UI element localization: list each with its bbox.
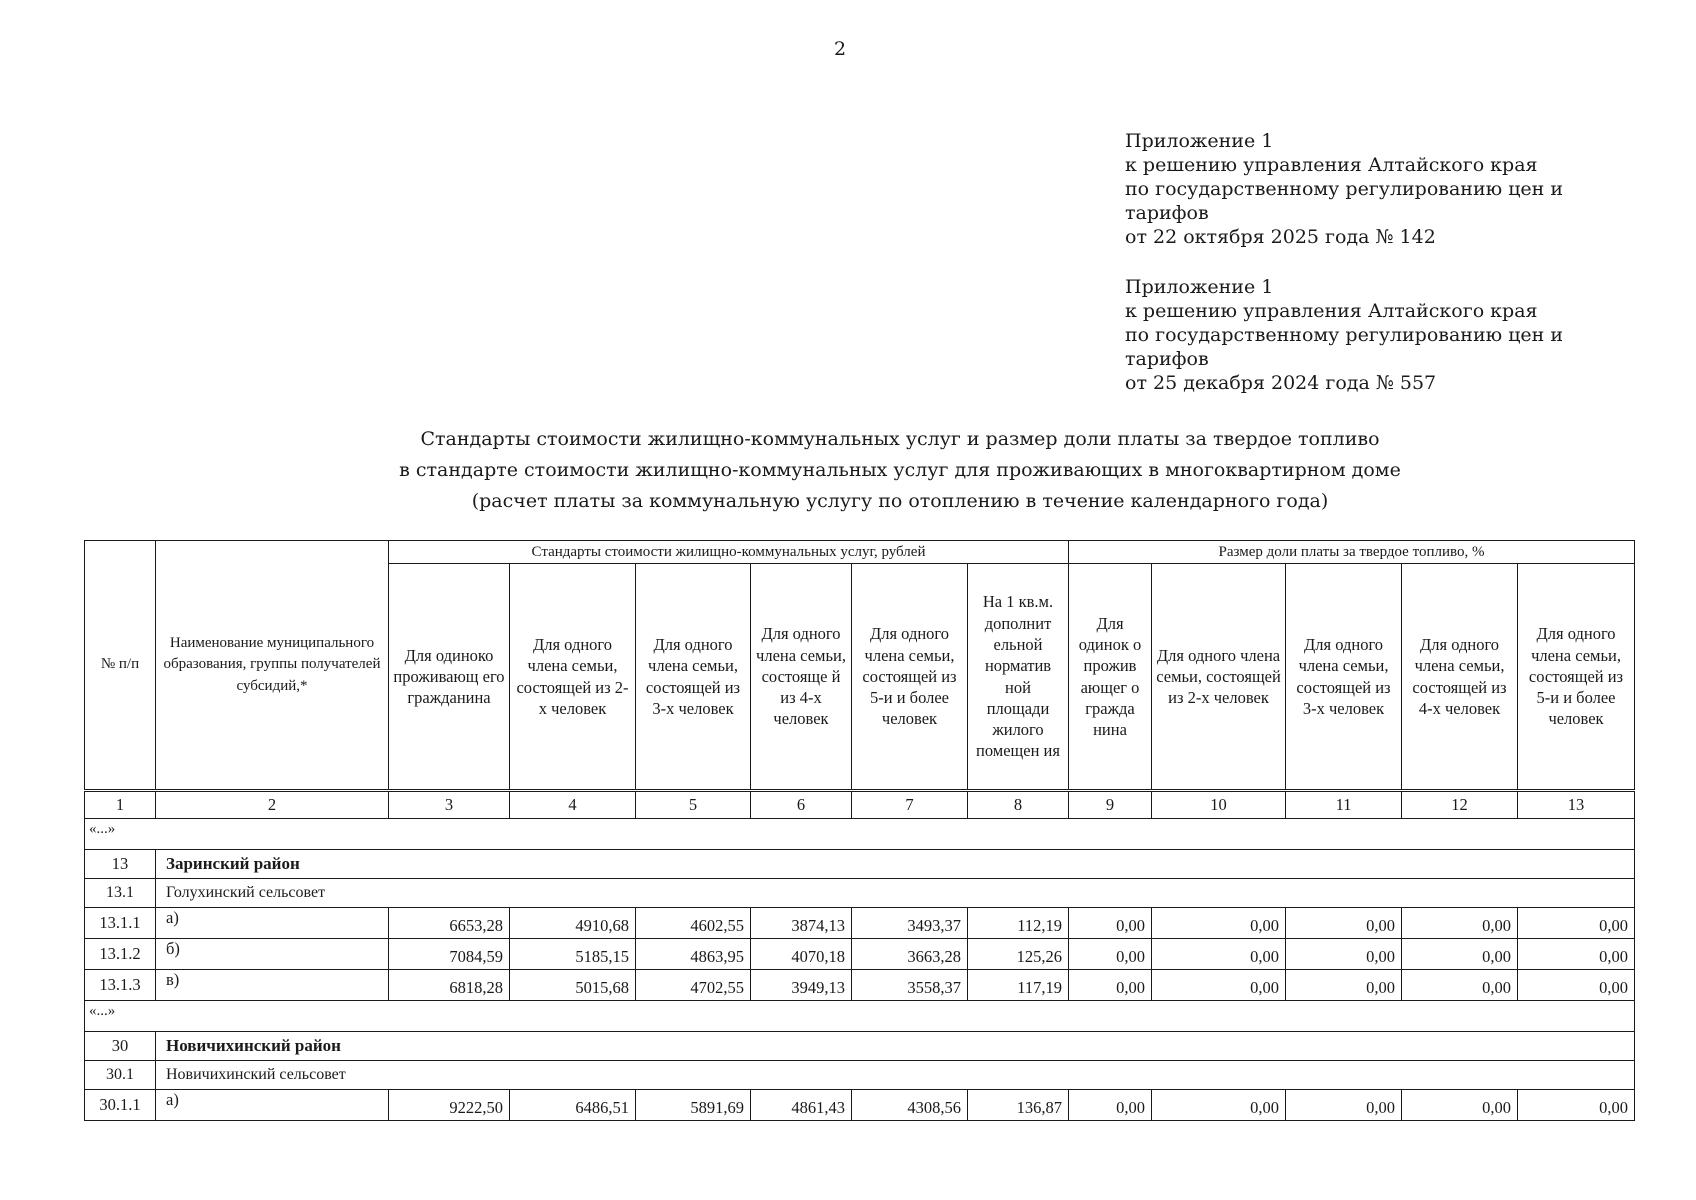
column-number: 11 xyxy=(1286,791,1402,819)
fuel-share-cell: 0,00 xyxy=(1518,1090,1635,1121)
council-number: 13.1 xyxy=(85,879,156,908)
title-line: в стандарте стоимости жилищно-коммунальных услуг для проживающих в многоквартирном доме xyxy=(399,459,1401,481)
column-number: 2 xyxy=(156,791,389,819)
fuel-share-cell: 0,00 xyxy=(1152,939,1286,970)
column-number: 7 xyxy=(852,791,968,819)
district-number: 30 xyxy=(85,1032,156,1061)
council-row xyxy=(85,879,1635,908)
table-row xyxy=(85,908,1635,939)
appendix-line: от 22 октября 2025 года № 142 xyxy=(1125,226,1436,248)
district-number: 13 xyxy=(85,850,156,879)
row-number: 13.1.1 xyxy=(85,908,156,939)
tariff-table xyxy=(84,540,1635,1121)
fuel-share-cell: 0,00 xyxy=(1402,1090,1518,1121)
recipient-group: б) xyxy=(156,939,389,970)
row-number: 13.1.3 xyxy=(85,970,156,1001)
ellipsis-mark: «...» xyxy=(85,1001,1635,1032)
header-standards-col: Для одного члена семьи, состоящей из 3-х человек xyxy=(636,564,751,791)
row-number: 13.1.2 xyxy=(85,939,156,970)
district-row xyxy=(85,850,1635,879)
standard-cost-cell: 6486,51 xyxy=(510,1090,636,1121)
fuel-share-cell: 0,00 xyxy=(1518,908,1635,939)
column-number: 4 xyxy=(510,791,636,819)
district-name: Новичихинский район xyxy=(156,1032,1635,1061)
fuel-share-cell: 0,00 xyxy=(1286,908,1402,939)
standard-cost-cell: 4861,43 xyxy=(751,1090,852,1121)
council-number: 30.1 xyxy=(85,1061,156,1090)
standard-cost-cell: 7084,59 xyxy=(389,939,510,970)
fuel-share-cell: 0,00 xyxy=(1286,1090,1402,1121)
standard-cost-cell: 4863,95 xyxy=(636,939,751,970)
row-number: 30.1.1 xyxy=(85,1090,156,1121)
standard-cost-cell: 6653,28 xyxy=(389,908,510,939)
header-row-groups xyxy=(85,541,1635,564)
fuel-share-cell: 0,00 xyxy=(1518,939,1635,970)
fuel-share-cell: 0,00 xyxy=(1152,970,1286,1001)
standard-cost-cell: 117,19 xyxy=(968,970,1069,1001)
title-line: Стандарты стоимости жилищно-коммунальных услуг и размер доли платы за твердое топливо xyxy=(420,428,1380,450)
header-group-standards: Стандарты стоимости жилищно-коммунальных услуг, рублей xyxy=(389,541,1069,564)
ellipsis-mark: «...» xyxy=(85,819,1635,850)
ellipsis-row xyxy=(85,819,1635,850)
column-number: 6 xyxy=(751,791,852,819)
column-number: 9 xyxy=(1069,791,1152,819)
standard-cost-cell: 4910,68 xyxy=(510,908,636,939)
column-numbers-row xyxy=(85,791,1635,819)
appendix-line: от 25 декабря 2024 года № 557 xyxy=(1125,372,1437,394)
column-number: 12 xyxy=(1402,791,1518,819)
recipient-group: а) xyxy=(156,908,389,939)
header-share-col: Для одного члена семьи, состоящей из 4-х человек xyxy=(1402,564,1518,791)
header-standards-col: Для одного члена семьи, состояще й из 4-х человек xyxy=(751,564,852,791)
header-standards-col: На 1 кв.м. дополнит ельной норматив ной площади жилого помещен ия xyxy=(968,564,1069,791)
standard-cost-cell: 6818,28 xyxy=(389,970,510,1001)
council-name: Новичихинский сельсовет xyxy=(156,1061,1635,1090)
district-row xyxy=(85,1032,1635,1061)
district-name: Заринский район xyxy=(156,850,1635,879)
header-col-name: Наименование муниципального образования, группы получателей субсидий,* xyxy=(156,541,389,791)
fuel-share-cell: 0,00 xyxy=(1402,970,1518,1001)
appendix-line: Приложение 1 xyxy=(1125,130,1274,152)
fuel-share-cell: 0,00 xyxy=(1069,970,1152,1001)
header-share-col: Для одного члена семьи, состоящей из 5-и и более человек xyxy=(1518,564,1635,791)
standard-cost-cell: 4702,55 xyxy=(636,970,751,1001)
fuel-share-cell: 0,00 xyxy=(1286,970,1402,1001)
header-col-number: № п/п xyxy=(85,541,156,791)
council-name: Голухинский сельсовет xyxy=(156,879,1635,908)
council-row xyxy=(85,1061,1635,1090)
fuel-share-cell: 0,00 xyxy=(1402,939,1518,970)
appendix-header-previous xyxy=(1125,275,1645,395)
header-share-col: Для одного члена семьи, состоящей из 2-х человек xyxy=(1152,564,1286,791)
appendix-line: тарифов xyxy=(1125,202,1209,224)
fuel-share-cell: 0,00 xyxy=(1069,1090,1152,1121)
appendix-header-current xyxy=(1125,129,1645,249)
table-row xyxy=(85,1090,1635,1121)
recipient-group: в) xyxy=(156,970,389,1001)
appendix-line: тарифов xyxy=(1125,348,1209,370)
column-number: 8 xyxy=(968,791,1069,819)
table-row xyxy=(85,970,1635,1001)
fuel-share-cell: 0,00 xyxy=(1152,1090,1286,1121)
column-number: 3 xyxy=(389,791,510,819)
header-standards-col: Для одного члена семьи, состоящей из 2-х человек xyxy=(510,564,636,791)
standard-cost-cell: 125,26 xyxy=(968,939,1069,970)
fuel-share-cell: 0,00 xyxy=(1286,939,1402,970)
appendix-line: по государственному регулированию цен и xyxy=(1125,178,1564,200)
fuel-share-cell: 0,00 xyxy=(1518,970,1635,1001)
column-number: 13 xyxy=(1518,791,1635,819)
fuel-share-cell: 0,00 xyxy=(1152,908,1286,939)
fuel-share-cell: 0,00 xyxy=(1069,908,1152,939)
fuel-share-cell: 0,00 xyxy=(1069,939,1152,970)
appendix-line: к решению управления Алтайского края xyxy=(1125,300,1538,322)
page-number: 2 xyxy=(833,38,847,60)
column-number: 5 xyxy=(636,791,751,819)
table-row xyxy=(85,939,1635,970)
header-share-col: Для одинок о прожив ающег о гражда нина xyxy=(1069,564,1152,791)
header-standards-col: Для одного члена семьи, состоящей из 5-и и более человек xyxy=(852,564,968,791)
standard-cost-cell: 4602,55 xyxy=(636,908,751,939)
standard-cost-cell: 4070,18 xyxy=(751,939,852,970)
standard-cost-cell: 3874,13 xyxy=(751,908,852,939)
standard-cost-cell: 3663,28 xyxy=(852,939,968,970)
header-group-share: Размер доли платы за твердое топливо, % xyxy=(1069,541,1635,564)
fuel-share-cell: 0,00 xyxy=(1402,908,1518,939)
standard-cost-cell: 4308,56 xyxy=(852,1090,968,1121)
standard-cost-cell: 3558,37 xyxy=(852,970,968,1001)
ellipsis-row xyxy=(85,1001,1635,1032)
document-title xyxy=(0,424,1696,517)
standard-cost-cell: 5185,15 xyxy=(510,939,636,970)
title-line: (расчет платы за коммунальную услугу по отоплению в течение календарного года) xyxy=(471,490,1329,512)
header-standards-col: Для одиноко проживающ его гражданина xyxy=(389,564,510,791)
appendix-line: Приложение 1 xyxy=(1125,276,1274,298)
column-number: 1 xyxy=(85,791,156,819)
standard-cost-cell: 5015,68 xyxy=(510,970,636,1001)
standard-cost-cell: 5891,69 xyxy=(636,1090,751,1121)
standard-cost-cell: 9222,50 xyxy=(389,1090,510,1121)
standard-cost-cell: 3493,37 xyxy=(852,908,968,939)
appendix-line: по государственному регулированию цен и xyxy=(1125,324,1564,346)
standard-cost-cell: 112,19 xyxy=(968,908,1069,939)
standard-cost-cell: 3949,13 xyxy=(751,970,852,1001)
column-number: 10 xyxy=(1152,791,1286,819)
appendix-line: к решению управления Алтайского края xyxy=(1125,154,1538,176)
standard-cost-cell: 136,87 xyxy=(968,1090,1069,1121)
header-share-col: Для одного члена семьи, состоящей из 3-х человек xyxy=(1286,564,1402,791)
recipient-group: а) xyxy=(156,1090,389,1121)
